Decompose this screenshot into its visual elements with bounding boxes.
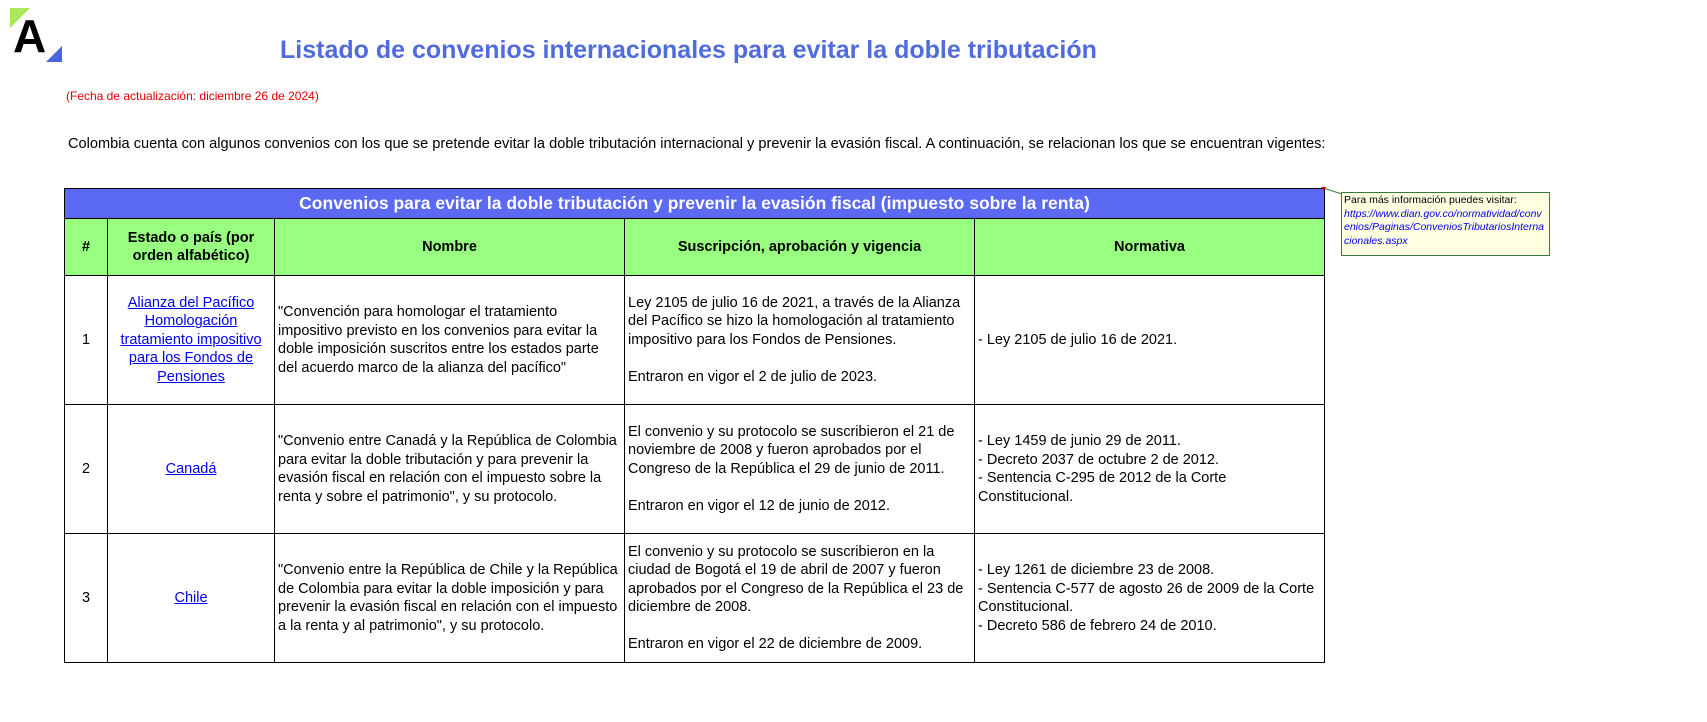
dates-text: Ley 2105 de julio 16 de 2021, a través de la Alianza del Pacífico se hizo la homologación al tratamiento impositivo para los Fondos de Pensiones. (628, 294, 961, 348)
comment-link[interactable]: https://www.dian.gov.co/normatividad/convenios/Paginas/ConveniosTributariosInternacionales.aspx (1344, 207, 1545, 247)
dates-cell (625, 405, 975, 534)
table-row (65, 276, 1325, 405)
name-cell: "Convenio entre la República de Chile y la República de Colombia para evitar la doble imposición y para prevenir la evasión fiscal en relación con el impuesto a la renta y al patrimonio", y su protocolo. (275, 534, 625, 663)
row-number: 3 (65, 534, 108, 663)
conventions-table (64, 188, 1325, 663)
rules-cell (975, 405, 1325, 534)
header-name: Nombre (275, 219, 625, 276)
rules-cell (975, 534, 1325, 663)
in-force-text: Entraron en vigor el 22 de diciembre de 2009. (628, 636, 923, 652)
table-row (65, 534, 1325, 663)
country-link[interactable]: Chile (174, 589, 208, 606)
dates-text: El convenio y su protocolo se suscribieron en la ciudad de Bogotá el 19 de abril de 2007 y fueron aprobados por el Congreso de la República el 23 de diciembre de 2008. (628, 543, 964, 615)
country-link[interactable]: Alianza del Pacífico Homologación tratamiento impositivo para los Fondos de Pensiones (120, 294, 262, 385)
rule-item: - Decreto 586 de febrero 24 de 2010. (978, 617, 1217, 634)
intro-text: Colombia cuenta con algunos convenios con los que se pretende evitar la doble tributación internacional y prevenir la evasión fiscal. A continuación, se relacionan los que se encuentran vigentes: (68, 136, 1326, 152)
in-force-text: Entraron en vigor el 2 de julio de 2023. (628, 368, 878, 385)
header-country: Estado o país (por orden alfabético) (108, 219, 275, 276)
table-caption: Convenios para evitar la doble tributación y prevenir la evasión fiscal (impuesto sobre la renta) (65, 189, 1325, 219)
table-row (65, 405, 1325, 534)
country-link[interactable]: Canadá (165, 460, 217, 477)
in-force-text: Entraron en vigor el 12 de junio de 2012. (628, 497, 890, 514)
svg-text:A: A (13, 10, 47, 62)
page-title: Listado de convenios internacionales para evitar la doble tributación (280, 36, 1097, 64)
dates-cell (625, 534, 975, 663)
dates-cell (625, 276, 975, 405)
row-number: 1 (65, 276, 108, 405)
name-cell: "Convenio entre Canadá y la República de Colombia para evitar la doble tributación y para prevenir la evasión fiscal en relación con el impuesto sobre la renta y sobre el patrimonio", y su protocolo. (275, 405, 625, 534)
header-row (65, 219, 1325, 276)
country-cell (108, 276, 275, 405)
header-rules: Normativa (975, 219, 1325, 276)
rules-cell (975, 276, 1325, 405)
logo-icon (10, 8, 66, 64)
rule-item: - Ley 1459 de junio 29 de 2011. (978, 433, 1181, 449)
rule-item: - Sentencia C-577 de agosto 26 de 2009 de la Corte Constitucional. (978, 580, 1315, 615)
name-cell: "Convención para homologar el tratamiento impositivo previsto en los convenios para evitar la doble imposición suscritos entre los estados parte del acuerdo marco de la alianza del pacífico" (275, 276, 625, 405)
dates-text: El convenio y su protocolo se suscribieron el 21 de noviembre de 2008 y fueron aprobados por el Congreso de la República el 29 de junio de 2011. (628, 423, 955, 477)
update-date: (Fecha de actualización: diciembre 26 de 2024) (66, 89, 319, 103)
rule-item: - Ley 1261 de diciembre 23 de 2008. (978, 562, 1215, 578)
country-cell (108, 405, 275, 534)
rule-item: - Decreto 2037 de octubre 2 de 2012. (978, 451, 1220, 468)
comment-label: Para más información puedes visitar: (1344, 194, 1517, 206)
row-number: 2 (65, 405, 108, 534)
comment-note (1341, 192, 1550, 256)
header-dates: Suscripción, aprobación y vigencia (625, 219, 975, 276)
country-cell (108, 534, 275, 663)
rule-item: - Ley 2105 de julio 16 de 2021. (978, 331, 1178, 348)
header-num: # (65, 219, 108, 276)
rule-item: - Sentencia C-295 de 2012 de la Corte Constitucional. (978, 470, 1227, 505)
